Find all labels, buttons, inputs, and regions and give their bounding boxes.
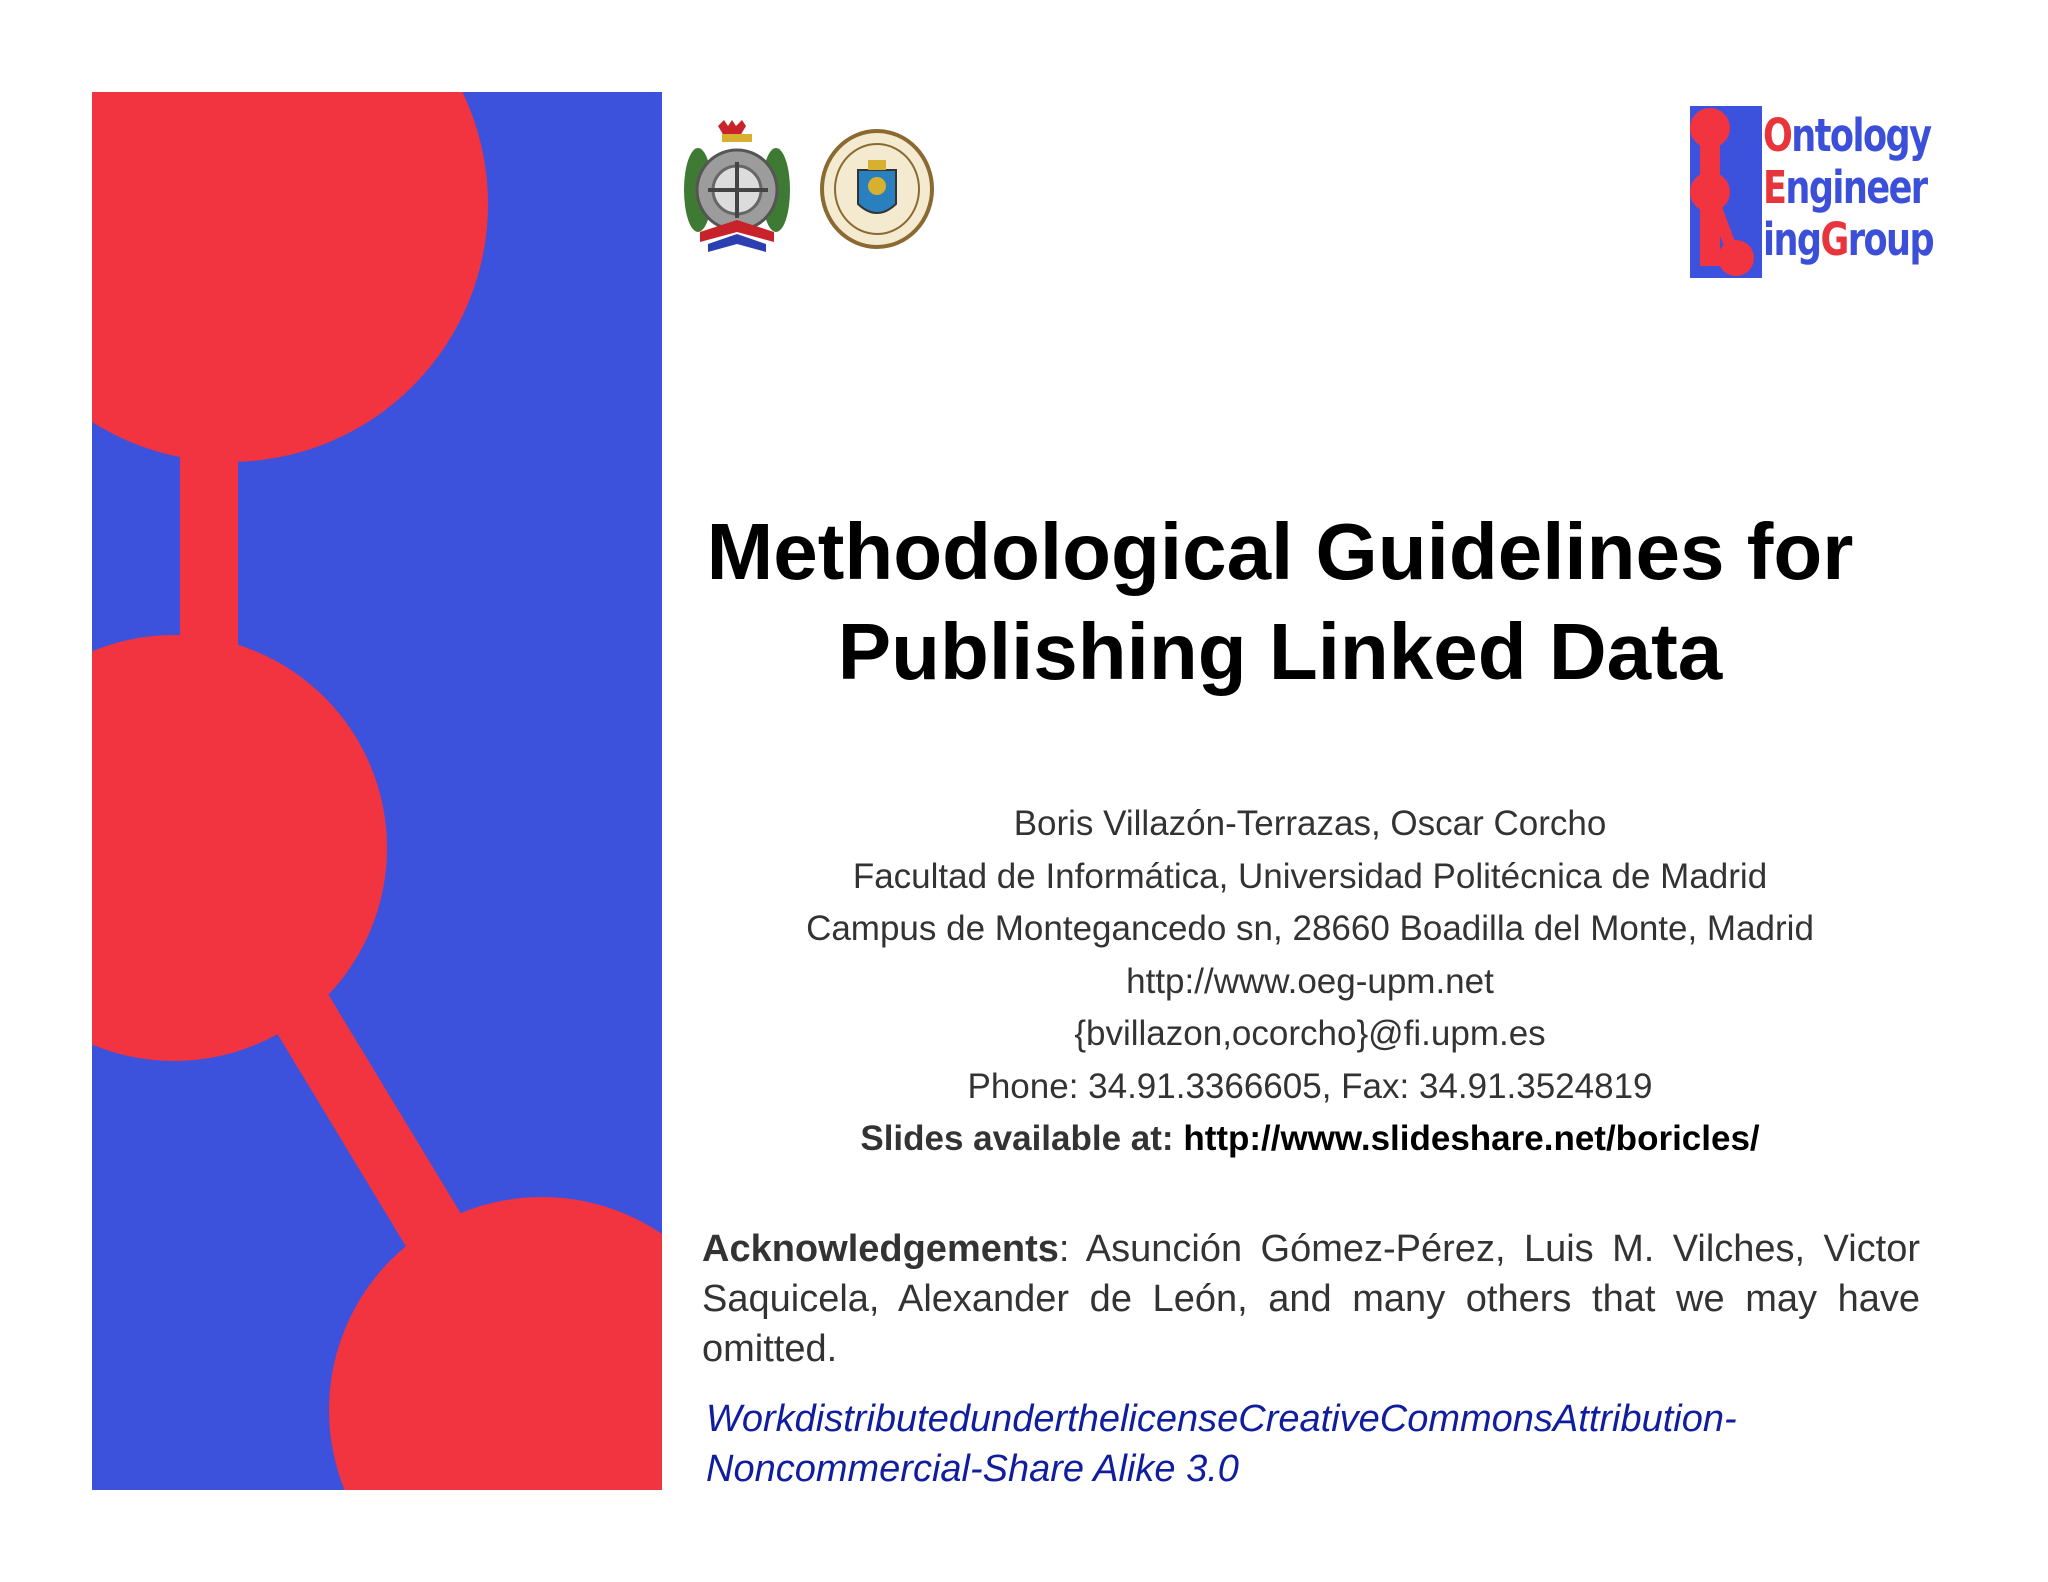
molecule-panel	[92, 92, 662, 1490]
license-line-1: WorkdistributedunderthelicenseCreativeCommonsAttribution-	[706, 1398, 1737, 1440]
email-addresses[interactable]: {bvillazon,ocorcho}@fi.upm.es	[1074, 1014, 1546, 1053]
website-link[interactable]: http://www.oeg-upm.net	[1126, 961, 1494, 1001]
license-notice	[706, 1394, 1956, 1494]
oeg-logo-line2: Engineer	[1763, 161, 1927, 214]
address: Campus de Montegancedo sn, 28660 Boadilla del Monte, Madrid	[806, 909, 1814, 948]
slide-title	[680, 502, 1880, 702]
oeg-logo	[1690, 106, 1942, 278]
acknowledgements	[702, 1224, 1920, 1374]
slides-availability	[710, 1113, 1910, 1166]
acknowledgements-label: Acknowledgements	[702, 1228, 1059, 1270]
upm-seal-logo	[818, 126, 936, 252]
slides-label: Slides available at:	[860, 1119, 1174, 1158]
title-line-1: Methodological Guidelines for	[706, 507, 1854, 596]
acknowledgements-text: : Asunción Gómez-Pérez, Luis M. Vilches, Victor Saquicela, Alexander de León, and many others that we may have omitted.	[702, 1228, 1920, 1370]
oeg-logo-line3: ingGroup	[1763, 213, 1934, 266]
contact-block	[710, 798, 1910, 1166]
fi-upm-seal-logo	[678, 120, 796, 256]
affiliation: Facultad de Informática, Universidad Politécnica de Madrid	[852, 856, 1768, 896]
authors: Boris Villazón-Terrazas, Oscar Corcho	[1013, 804, 1607, 843]
phone-fax: Phone: 34.91.3366605, Fax: 34.91.3524819	[967, 1066, 1653, 1106]
oeg-logo-line1: Ontology	[1763, 109, 1931, 162]
title-line-2: Publishing Linked Data	[837, 607, 1723, 696]
slides-url-link[interactable]: http://www.slideshare.net/boricles/	[1183, 1119, 1760, 1158]
license-line-2: Noncommercial-Share Alike 3.0	[706, 1448, 1239, 1490]
molecule-graphic	[92, 92, 662, 1490]
